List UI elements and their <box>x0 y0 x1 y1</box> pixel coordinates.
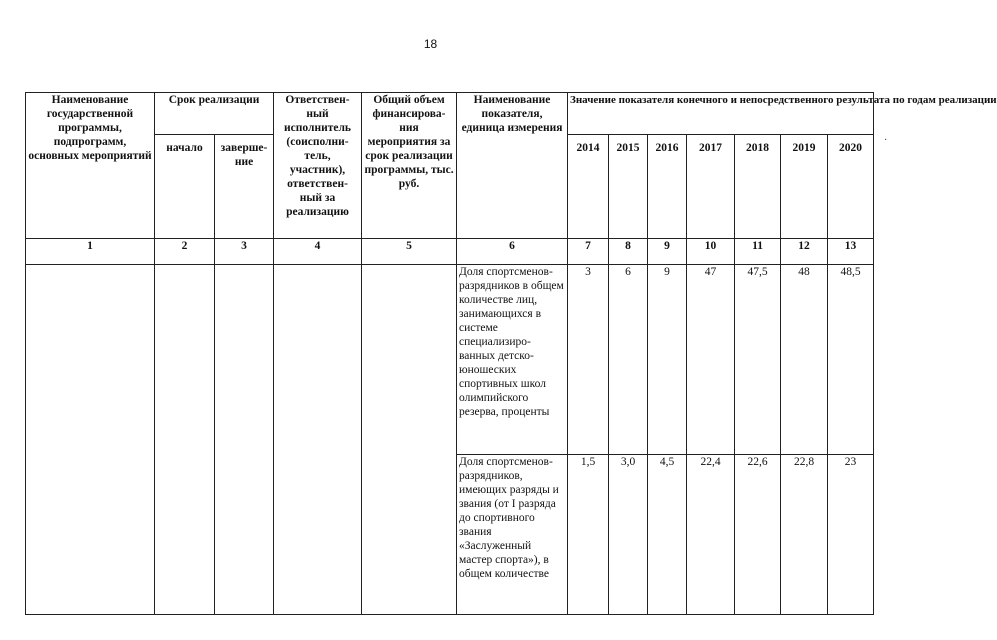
column-number: 1 <box>26 239 155 265</box>
column-number: 5 <box>362 239 457 265</box>
value-cell: 1,5 <box>568 455 609 615</box>
header-year: 2014 <box>568 135 609 239</box>
indicator-table <box>25 92 997 615</box>
header-year: 2019 <box>781 135 828 239</box>
value-cell: 4,5 <box>648 455 687 615</box>
executor-cell <box>274 265 362 615</box>
header-year: 2015 <box>609 135 648 239</box>
funding-cell <box>362 265 457 615</box>
value-cell: 22,6 <box>735 455 781 615</box>
program-name-cell <box>26 265 155 615</box>
page-number: 18 <box>423 37 438 51</box>
end-cell <box>215 265 274 615</box>
value-cell: 48,5 <box>828 265 874 455</box>
header-year: 2020 <box>828 135 874 239</box>
value-cell: 23 <box>828 455 874 615</box>
value-cell: 47,5 <box>735 265 781 455</box>
column-number: 10 <box>687 239 735 265</box>
value-cell: 3,0 <box>609 455 648 615</box>
header-funding: Общий объем финансирова-ния мероприятия за срок реализации программы, тыс. руб. <box>362 93 457 239</box>
header-values-title: Значение показателя конечного и непосредственного результата по годам реализации <box>568 93 874 135</box>
header-start: начало <box>155 135 215 239</box>
value-cell: 48 <box>781 265 828 455</box>
column-number-row <box>26 239 874 265</box>
column-number: 4 <box>274 239 362 265</box>
column-number: 6 <box>457 239 568 265</box>
value-cell: 3 <box>568 265 609 455</box>
value-cell: 6 <box>609 265 648 455</box>
indicator-cell: Доля спортсменов-разрядников, имеющих разряды и звания (от I разряда до спортивного звания «Заслуженный мастер спорта»), в общем количестве <box>457 455 568 615</box>
header-year: 2016 <box>648 135 687 239</box>
start-cell <box>155 265 215 615</box>
header-row-1 <box>26 93 874 135</box>
value-cell: 47 <box>687 265 735 455</box>
margin-mark: · <box>884 135 888 146</box>
header-year: 2017 <box>687 135 735 239</box>
column-number: 12 <box>781 239 828 265</box>
header-program-name: Наименование государственной программы, подпрограмм, основных мероприятий <box>26 93 155 239</box>
value-cell: 22,8 <box>781 455 828 615</box>
header-end: заверше-ние <box>215 135 274 239</box>
indicator-cell: Доля спортсменов-разрядников в общем количестве лиц, занимающихся в системе специализиро-ванных детско-юношеских спортивных школ олимпийского резерва, проценты <box>457 265 568 455</box>
header-period: Срок реализации <box>155 93 274 135</box>
column-number: 8 <box>609 239 648 265</box>
table-row <box>26 265 874 455</box>
column-number: 9 <box>648 239 687 265</box>
column-number: 11 <box>735 239 781 265</box>
header-indicator: Наименование показателя, единица измерения <box>457 93 568 239</box>
column-number: 7 <box>568 239 609 265</box>
column-number: 3 <box>215 239 274 265</box>
header-executor: Ответствен-ный исполнитель (соисполни-тель, участник), ответствен-ный за реализацию <box>274 93 362 239</box>
header-year: 2018 <box>735 135 781 239</box>
value-cell: 9 <box>648 265 687 455</box>
column-number: 13 <box>828 239 874 265</box>
column-number: 2 <box>155 239 215 265</box>
value-cell: 22,4 <box>687 455 735 615</box>
